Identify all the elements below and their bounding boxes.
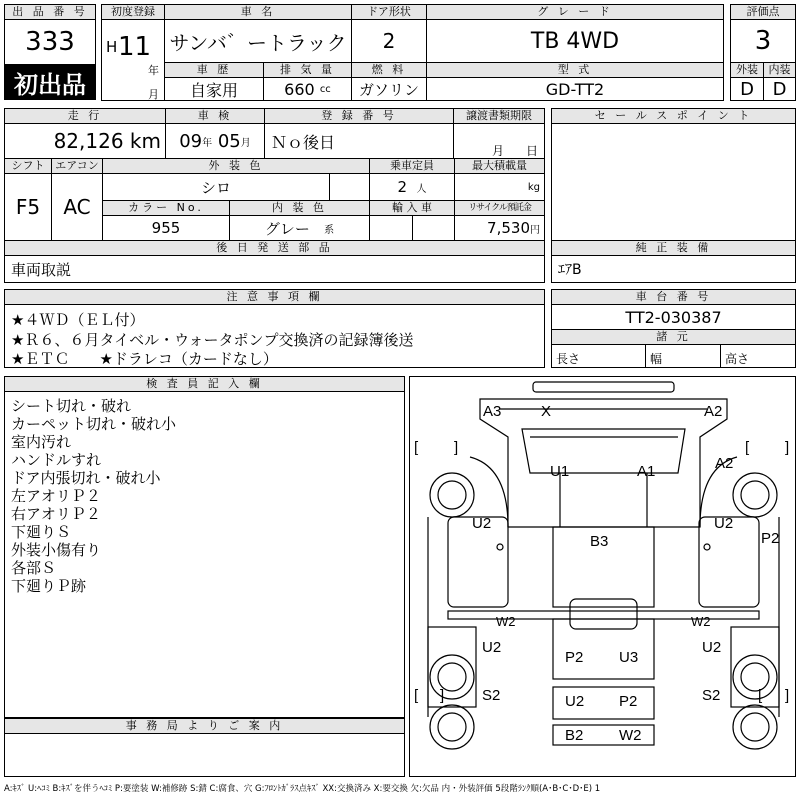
damage-mark: W2 (691, 614, 711, 629)
model-type: GD-TT2 (426, 77, 724, 101)
recycle-fee-value: 7,530 (487, 219, 530, 237)
interior-grade: D (763, 77, 796, 101)
sales-points-box (551, 123, 796, 241)
bracket-mark: [ (414, 439, 419, 456)
vehicle-outline (410, 377, 796, 777)
ac-label: エアコン (51, 158, 103, 174)
shift: F5 (4, 173, 52, 241)
notes-label: 注 意 事 項 欄 (4, 289, 545, 305)
model-name-label: 車 名 (164, 4, 352, 20)
interior-label: 内装 (763, 62, 796, 78)
specs-label: 諸 元 (551, 329, 796, 345)
capacity-unit: 人 (416, 183, 427, 195)
damage-mark: A2 (704, 403, 723, 420)
grade-label: グ レ ー ド (426, 4, 724, 20)
damage-mark: U2 (482, 639, 502, 656)
bracket-mark: ] (454, 439, 459, 456)
mileage (4, 123, 166, 159)
inspection-label: 車 検 (165, 108, 265, 124)
displacement-value: 660 (284, 79, 315, 99)
note-line: ★４ＷＤ（ＥＬ付） (11, 311, 145, 329)
max-load-unit: kg (454, 173, 545, 201)
office-notice-label: 事 務 局 よ り ご 案 内 (4, 718, 405, 734)
inspector-note: 各部Ｓ (11, 559, 57, 577)
damage-mark: U2 (565, 693, 585, 710)
plate-label: 登 録 番 号 (264, 108, 454, 124)
damage-mark: P2 (565, 649, 584, 666)
genuine-equipment: ｴｱB (551, 255, 796, 283)
door-type: 2 (351, 19, 427, 63)
inspection-year-unit: 年 (202, 137, 213, 149)
damage-mark: X (541, 403, 552, 420)
damage-mark: U3 (619, 649, 639, 666)
transfer-docs-box (453, 123, 545, 159)
office-notice-box (4, 733, 405, 777)
max-load-label: 最大積載量 (454, 158, 545, 174)
lot-number-label: 出 品 番 号 (4, 4, 96, 20)
import-cell-b (412, 215, 455, 241)
month-unit: 月 (148, 88, 159, 101)
fuel: ガソリン (351, 77, 427, 101)
damage-mark: A1 (637, 463, 656, 480)
inspection-year: 09 (179, 130, 203, 152)
chassis-number: TT2-030387 (551, 304, 796, 330)
inspector-note: シート切れ・破れ (11, 397, 132, 415)
capacity (369, 173, 455, 201)
vehicle-diagram (409, 376, 796, 777)
era: H (106, 38, 118, 56)
exterior-label: 外装 (730, 62, 764, 78)
damage-mark: B2 (565, 727, 584, 744)
registration-year: 11 (118, 32, 152, 62)
bracket-mark: ] (440, 687, 445, 704)
inspector-note: 室内汚れ (11, 433, 72, 451)
inspector-note: カーペット切れ・破れ小 (11, 415, 177, 433)
inspection-month-unit: 月 (240, 137, 251, 149)
air-conditioner: AC (51, 173, 103, 241)
lot-number: 333 (4, 19, 96, 65)
legend: A:ｷｽﾞ U:ﾍｺﾐ B:ｷｽﾞを伴うﾍｺﾐ P:要塗装 W:補修跡 S:錆 C:腐食、穴 G:ﾌﾛﾝﾄｶﾞﾗｽ点ｷｽﾞ XX:交換済み X:要交換 欠:欠品 内・外装評価 5段階ﾗﾝｸ順(A･B･C･D･E) 1 (4, 784, 601, 794)
model-name: サンバ゛ートラック (164, 19, 352, 63)
note-line: ★Ｒ６、６月タイベル・ウォータポンプ交換済の記録簿後送 (11, 331, 414, 349)
damage-mark: B3 (590, 533, 609, 550)
exterior-color-label: 外 装 色 (102, 158, 370, 174)
mileage-label: 走 行 (4, 108, 166, 124)
inspector-notes-box (4, 391, 405, 718)
interior-color-label: 内 装 色 (229, 200, 370, 216)
grade: TB 4WD (426, 19, 724, 63)
capacity-label: 乗車定員 (369, 158, 455, 174)
inspector-notes-label: 検 査 員 記 入 欄 (4, 376, 405, 392)
damage-mark: U2 (714, 515, 734, 532)
shift-label: シフト (4, 158, 52, 174)
length-label: 長さ (551, 344, 646, 368)
inspection-month: 05 (217, 130, 241, 152)
inspector-note: 下廻りＳ (11, 523, 72, 541)
history-label: 車 歴 (164, 62, 264, 78)
capacity-value: 2 (397, 178, 407, 196)
color-number-label: カラー No. (102, 200, 230, 216)
damage-mark: A3 (483, 403, 502, 420)
inspector-note: ドア内張切れ・破れ小 (11, 469, 161, 487)
sales-points-label: セ ー ル ス ポ イ ン ト (551, 108, 796, 124)
plate-number: Ｎｏ後日 (264, 123, 454, 159)
displacement (263, 77, 352, 101)
height-label: 高さ (720, 344, 796, 368)
notes-box (4, 304, 545, 368)
chassis-number-label: 車 台 番 号 (551, 289, 796, 305)
inspector-note: 右アオリＰ２ (11, 505, 101, 523)
mileage-value: 82,126 (53, 129, 124, 153)
damage-mark: P2 (619, 693, 638, 710)
color-spare-cell (329, 173, 370, 201)
damage-mark: U2 (472, 515, 492, 532)
damage-mark: P2 (761, 530, 780, 547)
recycle-fee (454, 215, 545, 241)
inspector-note: 下廻りＰ跡 (11, 577, 87, 595)
first-registration-box (101, 19, 165, 101)
inspection (165, 123, 265, 159)
import-cell-a (369, 215, 413, 241)
fuel-label: 燃 料 (351, 62, 427, 78)
inspector-note: 外装小傷有り (11, 541, 102, 559)
note-line: ★ＥＴＣ ★ドラレコ（カードなし） (11, 350, 278, 368)
inspector-note: 左アオリＰ２ (11, 487, 101, 505)
first-registration-label: 初度登録 (101, 4, 165, 20)
model-type-label: 型 式 (426, 62, 724, 78)
score: 3 (730, 19, 796, 63)
import-label: 輸 入 車 (369, 200, 455, 216)
later-parts-label: 後 日 発 送 部 品 (4, 240, 545, 256)
score-label: 評価点 (730, 4, 796, 20)
genuine-equipment-label: 純 正 装 備 (551, 240, 796, 256)
exterior-color: シロ (102, 173, 330, 201)
bracket-mark: [ (745, 439, 750, 456)
damage-mark: U2 (702, 639, 722, 656)
interior-color-suffix: 系 (324, 224, 335, 236)
bracket-mark: ] (785, 687, 790, 704)
transfer-day-unit: 日 (526, 144, 539, 158)
mileage-unit: km (129, 129, 161, 153)
inspector-note: ハンドルすれ (11, 451, 102, 469)
interior-color (229, 215, 370, 241)
recycle-fee-unit: 円 (530, 224, 540, 236)
damage-mark: A2 (715, 455, 734, 472)
history: 自家用 (164, 77, 264, 101)
later-parts: 車両取説 (4, 255, 545, 283)
width-label: 幅 (645, 344, 721, 368)
transfer-month-unit: 月 (492, 144, 505, 158)
recycle-label: リサイクル預託金 (454, 200, 545, 216)
color-number: 955 (102, 215, 230, 241)
bracket-mark: ] (785, 439, 790, 456)
damage-mark: W2 (496, 614, 516, 629)
exterior-grade: D (730, 77, 764, 101)
bracket-mark: [ (758, 687, 763, 704)
interior-color-value: グレー (264, 219, 310, 238)
year-unit: 年 (148, 64, 159, 77)
door-label: ドア形状 (351, 4, 427, 20)
first-listing-badge: 初出品 (4, 64, 96, 100)
damage-mark: S2 (482, 687, 501, 704)
damage-mark: W2 (619, 727, 642, 744)
transfer-docs-label: 譲渡書類期限 (453, 108, 545, 124)
displacement-unit: cc (319, 83, 331, 95)
damage-mark: U1 (550, 463, 570, 480)
displacement-label: 排 気 量 (263, 62, 352, 78)
damage-mark: S2 (702, 687, 721, 704)
bracket-mark: [ (414, 687, 419, 704)
